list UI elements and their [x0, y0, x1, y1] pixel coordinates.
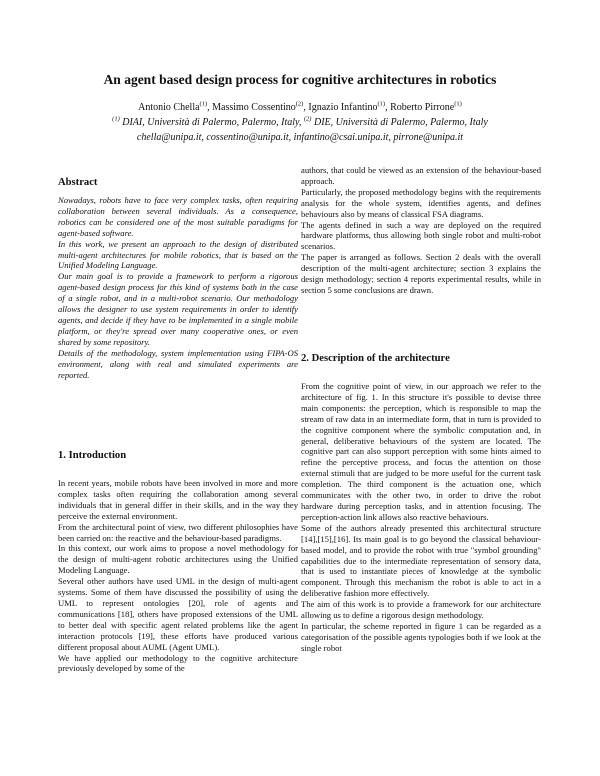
- abstract-paragraph: Our main goal is to provide a framework to perform a rigorous agent-based design process for this kind of systems both in the case of a single robot, and in a multi-robot scenario. Our methodology allows the designer to use system requirements in order to identify agents, and decide if they have to be implemented in a single mobile platform, or they're spread over many cooperative ones, or even shared by some repository.: [58, 271, 298, 347]
- intro-paragraph: The paper is arranged as follows. Section 2 deals with the overall description of the multi-agent architecture; section 3 explains the design methodology; section 4 reports experimental results, while in section 5 some conclusions are drawn.: [301, 252, 541, 295]
- abstract-heading: Abstract: [58, 177, 98, 188]
- abstract-paragraph: Details of the methodology, system implementation using FIPA-OS environment, along with real and simulated experiments are reported.: [58, 347, 298, 380]
- intro-paragraph: From the architectural point of view, two different philosophies have been carried on: the reactive and the behaviour-based paradigms.: [58, 521, 298, 543]
- intro-paragraph: We have applied our methodology to the cognitive architecture previously developed by some of the: [58, 652, 298, 674]
- author-infantino: , Ignazio Infantino: [303, 102, 378, 113]
- introduction-body: [58, 478, 298, 674]
- affiliation-die: DIE, Università di Palermo, Palermo, Italy: [311, 117, 488, 128]
- affil-mark: (2): [303, 115, 312, 123]
- section2-paragraph: Some of the authors already presented this architectural structure [14],[15],[16]. Its main goal is to go beyond the classical behaviour-based model, and to provide the robot with true "symbol grounding" capabilities due to the intermediate representation of sensory data, that is used to instantiate pieces of knowledge at the symbolic component. Through this mechanism the robot is able to act in a deliberative fashion more effectively.: [301, 522, 541, 599]
- section2-heading: 2. Description of the architecture: [301, 353, 450, 364]
- intro-paragraph: In this context, our work aims to propose a novel methodology for the design of multi-agent robotic architectures using the Unified Modeling Language.: [58, 543, 298, 576]
- author-chella: Antonio Chella: [138, 102, 200, 113]
- intro-paragraph: Several other authors have used UML in the design of multi-agent systems. Some of them have discussed the possibility of using the UML to represent ontologies [20], role of agents and communications [18], others have proposed extensions of the UML to better deal with specific agent related problems like the agent interaction protocols [19], these efforts have produced various different proposal about AUML (Agent UML).: [58, 576, 298, 652]
- abstract-paragraph: Nowadays, robots have to face very complex tasks, often requiring collaboration between several individuals. As a consequence, robotics can be considered one of the most suitable paradigms for agent-based software.: [58, 195, 298, 238]
- affil-mark: (1): [112, 115, 120, 123]
- abstract-paragraph: In this work, we present an approach to the design of distributed multi-agent architectures for mobile robotics, that is based on the Unified Modeling Language.: [58, 238, 298, 271]
- author-cossentino: , Massimo Cossentino: [207, 102, 296, 113]
- intro-paragraph: The agents defined in such a way are deployed on the required hardware platforms, thus allowing both single robot and multi-robot scenarios.: [301, 219, 541, 252]
- author-affil-mark: (1): [199, 100, 208, 108]
- affiliation-line: [40, 115, 560, 130]
- intro-continued: [301, 165, 541, 296]
- introduction-heading: 1. Introduction: [58, 450, 127, 461]
- affiliation-diai: DIAI, Università di Palermo, Palermo, Italy,: [119, 117, 304, 128]
- author-affil-mark: (1): [454, 100, 462, 108]
- abstract-body: [58, 195, 298, 380]
- section2-body: [301, 381, 541, 654]
- intro-paragraph: Particularly, the proposed methodology begins with the requirements analysis for the whole system, identifies agents, and defines behaviours also by means of classical FSA diagrams.: [301, 186, 541, 219]
- section2-paragraph: From the cognitive point of view, in our approach we refer to the architecture of fig. 1. In this structure it's possible to devise three main components: the perception, which is responsible to map the stream of raw data in an intermediate form, that in turn is provided to the cognitive component where the symbolic computation and, in general, deliberative behaviours of the system are located. The cognitive part can also support perception with some hints aimed to refine the perceptive process, and focus the attention on those external stimuli that are judged to be more useful for the current task completion. The third component is the actuation one, which communicates with the other two, in order to drive the robot hardware during perception tasks, and in attention focusing. The perception-action link allows also reactive behaviours.: [301, 381, 541, 522]
- author-list: [40, 101, 560, 114]
- author-affil-mark: (1): [377, 100, 386, 108]
- author-affil-mark: (2): [295, 100, 304, 108]
- section2-paragraph: The aim of this work is to provide a framework for our architecture allowing us to define a rigorous design methodology.: [301, 599, 541, 621]
- affiliations: [40, 115, 560, 145]
- section2-paragraph: In particular, the scheme reported in figure 1 can be regarded as a categorisation of the possible agents typologies both if we look at the single robot: [301, 620, 541, 653]
- intro-paragraph: authors, that could be viewed as an extension of the behaviour-based approach.: [301, 165, 541, 186]
- paper-title: An agent based design process for cognitive architectures in robotics: [103, 72, 497, 87]
- intro-paragraph: In recent years, mobile robots have been involved in more and more complex tasks often requiring the collaboration among several individuals that in general differ in their skills, and in the way they perceive the external environment.: [58, 478, 298, 521]
- author-emails: chella@unipa.it, cossentino@unipa.it, infantino@csai.unipa.it, pirrone@unipa.it: [136, 132, 464, 143]
- author-pirrone: , Roberto Pirrone: [385, 102, 455, 113]
